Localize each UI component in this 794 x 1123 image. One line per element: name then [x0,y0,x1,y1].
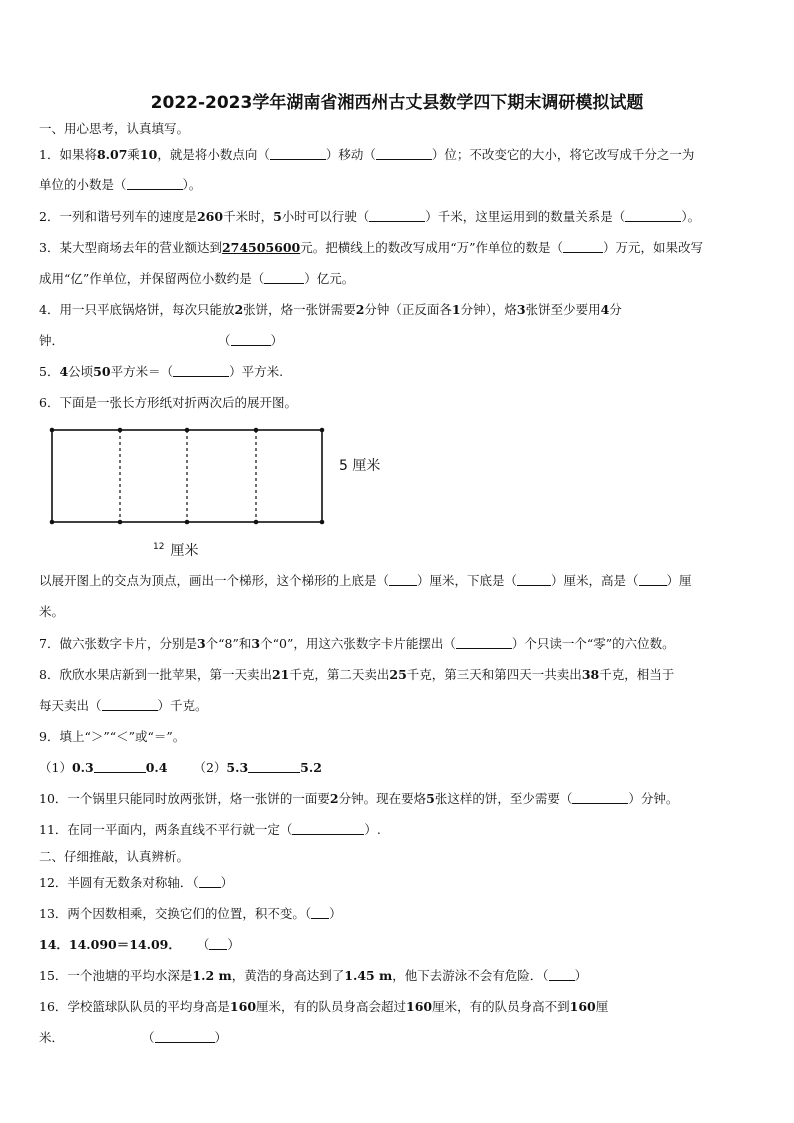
question-3-line-1: 3．某大型商场去年的营业额达到274505600元。把横线上的数改写成用“万”作单位的数是（ ）万元，如果改写 [39,240,704,255]
answer-blank[interactable] [639,573,667,586]
answer-blank[interactable] [209,937,227,950]
question-2: 2．一列和谐号列车的速度是260千米时，5小时可以行驶（ ）千米，这里运用到的数量关系是（ ）。 [39,209,701,224]
question-16-line-2: 米． （ ） [39,1030,228,1045]
question-8-line-1: 8．欣欣水果店新到一批苹果，第一天卖出21千克，第二天卖出25千克，第三天和第四天一共卖出38千克，相当于 [39,667,675,682]
question-6: 6．下面是一张长方形纸对折两次后的展开图。 [39,395,297,410]
question-1-line-1: 1．如果将8.07乘10，就是将小数点向（ ）移动（ ）位；不改变它的大小，将它改写成千分之一为 [39,147,695,162]
answer-blank[interactable] [292,822,364,835]
width-label: $^{12}$ 厘米 [153,542,199,559]
question-5: 5．4公顷50平方米＝（ ）平方米. [39,364,284,379]
answer-blank[interactable] [517,573,551,586]
question-8-line-2: 每天卖出（ ）千克。 [39,698,208,713]
question-9: 9．填上“＞”“＜”或“＝”。 [39,729,186,744]
answer-blank[interactable] [155,1030,215,1043]
answer-blank[interactable] [102,698,158,711]
question-15: 15．一个池塘的平均水深是1.2 m，黄浩的身高达到了1.45 m，他下去游泳不会有危险．（ ） [39,968,588,983]
height-label: 5 厘米 [339,458,381,474]
question-13: 13．两个因数相乘，交换它们的位置，积不变。（ ） [39,906,342,921]
answer-blank[interactable] [549,968,575,981]
question-4-line-1: 4．用一只平底锅烙饼，每次只能放2张饼，烙一张饼需要2分钟（正反面各1分钟），烙3张饼至少要用4分 [39,302,622,317]
answer-blank[interactable] [572,791,628,804]
section-1-heading: 一、用心思考，认真填写。 [39,121,190,136]
answer-blank[interactable] [389,573,417,586]
question-6-line-2: 以展开图上的交点为顶点，画出一个梯形，这个梯形的上底是（ ）厘米，下底是（ ）厘米，高是（ ）厘 [39,573,692,588]
question-3-line-2: 成用“亿”作单位，并保留两位小数约是（ ）亿元。 [39,271,355,286]
question-6-line-3: 米。 [39,604,65,619]
question-12: 12．半圆有无数条对称轴．（ ） [39,875,234,890]
answer-blank[interactable] [248,760,300,773]
question-16-line-1: 16．学校篮球队队员的平均身高是160厘米，有的队员身高会超过160厘米，有的队员身高不到160厘 [39,999,609,1014]
page-title: 2022-2023学年湖南省湘西州古丈县数学四下期末调研模拟试题 [150,93,644,113]
section-2-heading: 二、仔细推敲，认真辨析。 [39,849,190,864]
answer-blank[interactable] [94,760,146,773]
answer-blank[interactable] [199,875,221,888]
answer-blank[interactable] [311,906,329,919]
question-4-line-2: 钟． （ ） [39,333,284,348]
question-10: 10．一个锅里只能同时放两张饼，烙一张饼的一面要2分钟。现在要烙5张这样的饼，至少需要（ ）分钟。 [39,791,679,806]
question-11: 11．在同一平面内，两条直线不平行就一定（ ）. [39,822,381,837]
question-9-parts: （1）0.3 0.4 （2）5.3 5.2 [39,760,322,775]
question-7: 7．做六张数字卡片，分别是3个“8”和3个“0”，用这六张数字卡片能摆出（ ）个只读一个“零”的六位数。 [39,636,675,651]
question-14: 14．14.090＝14.09． （ ） [39,937,240,952]
answer-blank[interactable] [456,636,512,649]
question-1-line-2: 单位的小数是（ ）。 [39,177,202,192]
